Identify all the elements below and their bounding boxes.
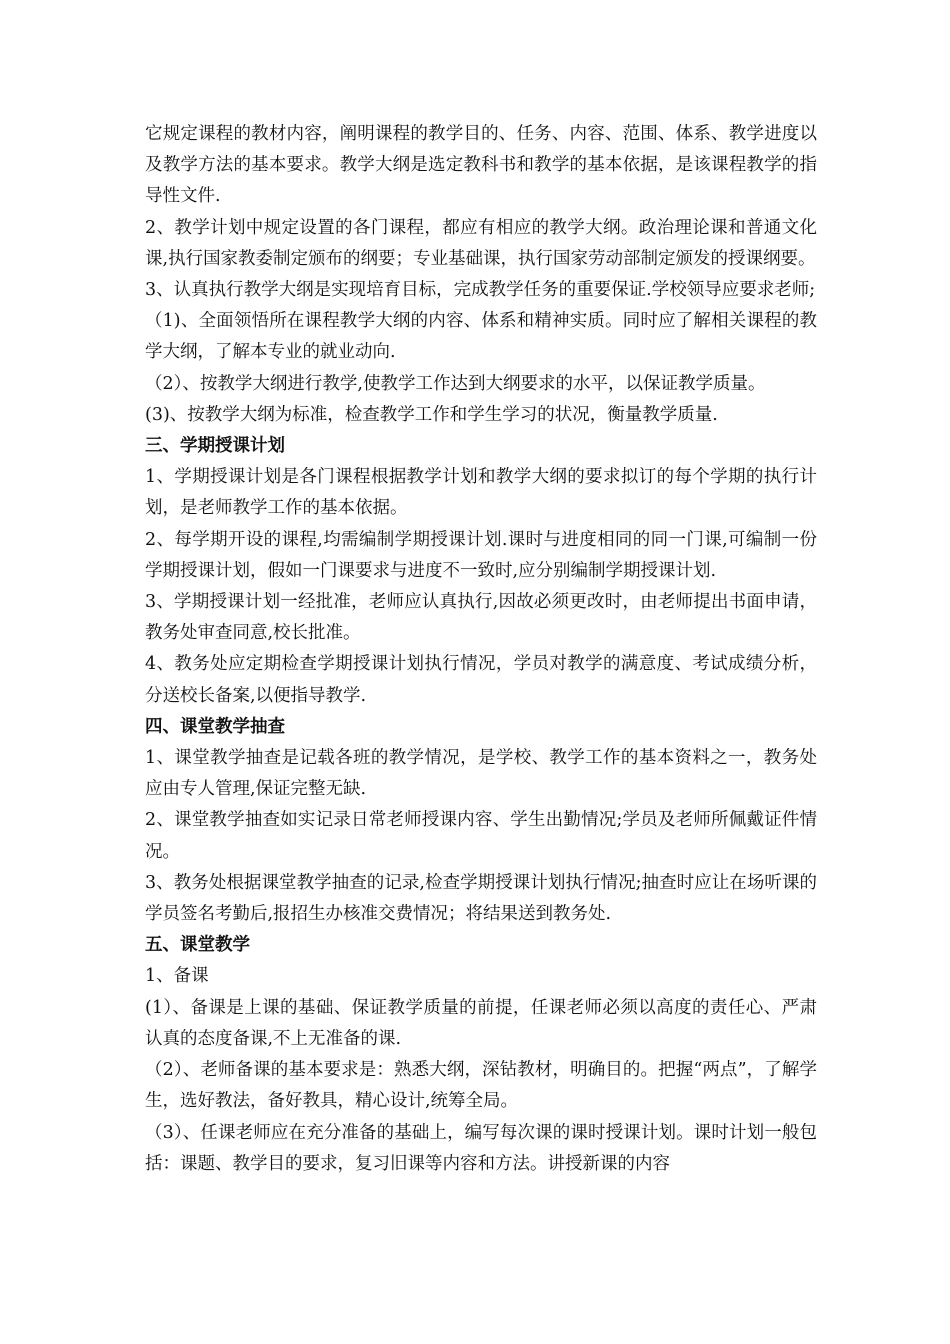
paragraph: （2）、老师备课的基本要求是：熟悉大纲，深钻教材，明确目的。把握“两点”，了解学生，选好教法，备好教具，精心设计,统筹全局。 (145, 1060, 817, 1112)
document-page (145, 119, 817, 1180)
paragraph: 4、教务处应定期检查学期授课计划执行情况，学员对教学的满意度、考试成绩分析，分送校长备案,以便指导教学. (145, 654, 817, 706)
paragraph: (3)、按教学大纲为标准，检查教学工作和学生学习的状况，衡量教学质量. (145, 404, 718, 425)
paragraph: (1）、备课是上课的基础、保证教学质量的前提，任课老师必须以高度的责任心、严肃认真的态度备课,不上无准备的课. (145, 997, 817, 1049)
paragraph: 2、每学期开设的课程,均需编制学期授课计划.课时与进度相同的同一门课,可编制一份学期授课计划，假如一门课要求与进度不一致时,应分别编制学期授课计划. (145, 529, 817, 581)
paragraph: （1)、全面领悟所在课程教学大纲的内容、体系和精神实质。同时应了解相关课程的教学大纲，了解本专业的就业动向. (145, 311, 817, 363)
paragraph: 3、学期授课计划一经批准，老师应认真执行,因故必须更改时，由老师提出书面申请，教务处审查同意,校长批准。 (145, 592, 817, 644)
paragraph: 2、课堂教学抽查如实记录日常老师授课内容、学生出勤情况;学员及老师所佩戴证件情况。 (145, 810, 817, 862)
paragraph: （3）、任课老师应在充分准备的基础上，编写每次课的课时授课计划。课时计划一般包括：课题、教学目的要求，复习旧课等内容和方法。讲授新课的内容 (145, 1122, 817, 1174)
paragraph: 1、学期授课计划是各门课程根据教学计划和教学大纲的要求拟订的每个学期的执行计划，是老师教学工作的基本依据。 (145, 467, 817, 519)
paragraph: 1、课堂教学抽查是记载各班的教学情况，是学校、教学工作的基本资料之一，教务处应由专人管理,保证完整无缺. (145, 748, 817, 800)
paragraph: 2、教学计划中规定设置的各门课程，都应有相应的教学大纲。政治理论课和普通文化课,执行国家教委制定颁布的纲要；专业基础课，执行国家劳动部制定颁发的授课纲要。 (145, 217, 817, 269)
section-heading: 五、课堂教学 (145, 935, 250, 956)
paragraph: （2）、按教学大纲进行教学,使教学工作达到大纲要求的水平，以保证教学质量。 (145, 373, 766, 394)
paragraph: 3、认真执行教学大纲是实现培育目标，完成教学任务的重要保证.学校领导应要求老师; (145, 280, 816, 301)
paragraph: 3、教务处根据课堂教学抽查的记录,检查学期授课计划执行情况;抽查时应让在场听课的学员签名考勤后,报招生办核准交费情况；将结果送到教务处. (145, 872, 817, 925)
paragraph: 1、备课 (145, 966, 209, 987)
section-heading: 三、学期授课计划 (145, 436, 285, 457)
paragraph: 它规定课程的教材内容，阐明课程的教学目的、任务、内容、范围、体系、教学进度以及教学方法的基本要求。教学大纲是选定教科书和教学的基本依据，是该课程教学的指导性文件. (145, 124, 817, 207)
section-heading: 四、课堂教学抽查 (145, 716, 285, 737)
